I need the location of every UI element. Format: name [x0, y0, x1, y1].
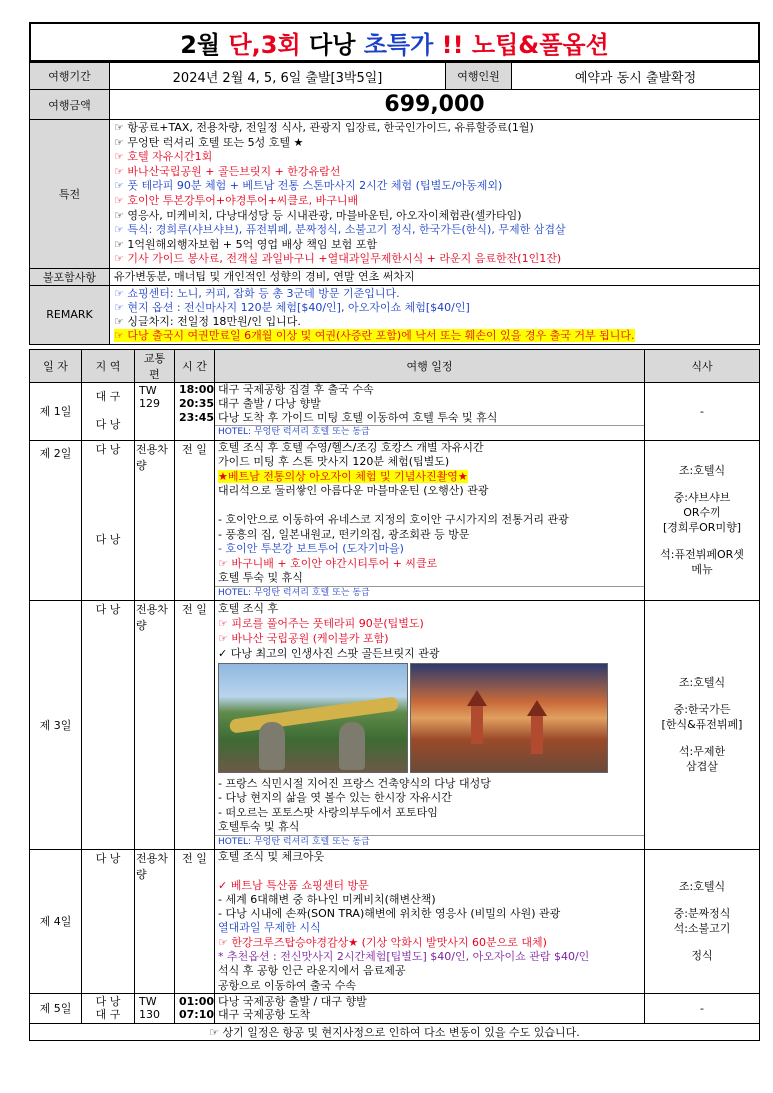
day1-line-3: 다낭 도착 후 가이드 미팅 호텔 이동하여 호텔 투숙 및 휴식 — [218, 410, 498, 424]
day5-line-1: 다낭 국제공항 출발 / 대구 향발 — [218, 995, 367, 1009]
day1-line-2: 대구 출발 / 다낭 향발 — [218, 396, 321, 410]
remark-line-4: ☞ 다낭 출국시 여권만료일 6개월 이상 및 여권(사증란 포함)에 낙서 또는 훼손이 있을 경우 출국 거부 됩니다. — [114, 328, 635, 342]
schedule-footer-note: ☞ 상기 일정은 항공 및 현지사정으로 인하여 다소 변동이 있을 수도 있습니다. — [30, 1023, 760, 1040]
day1-time-1: 18:00 — [179, 382, 215, 396]
feature-line-2: ☞ 무엉탄 럭셔리 호텔 또는 5성 호텔 ★ — [114, 135, 304, 149]
day4-line-7: ☞ 한강크루즈탑승야경감상★ (기상 악화시 발맛사지 60분으로 대체) — [218, 935, 547, 949]
day3-meal-2: 중:한국가든 — [673, 703, 731, 717]
price-label: 여행금액 — [30, 90, 110, 120]
day3-bottom-line-4: 호텔투숙 및 휴식 — [218, 820, 300, 834]
day2-transport: 전용차량 — [135, 440, 175, 600]
schedule-header-transport: 교통편 — [135, 349, 175, 382]
day5-line-2: 대구 국제공항 도착 — [218, 1008, 311, 1022]
day2-region-2: 다 낭 — [95, 532, 121, 546]
day3-time: 전 일 — [175, 600, 215, 849]
day1-hotel: HOTEL: 무엉탄 럭셔리 호텔 또는 동급 — [215, 425, 644, 439]
day1-region — [82, 382, 135, 440]
day5-meal: - — [645, 993, 760, 1023]
day3-bottom-line-1: - 프랑스 식민시절 지어진 프랑스 건축양식의 다낭 대성당 — [218, 776, 491, 790]
day4-region: 다 낭 — [82, 849, 135, 993]
schedule-header-time: 시 간 — [175, 349, 215, 382]
day3-lines-bottom — [215, 777, 644, 835]
day4-meal-3: 석:소불고기 — [673, 922, 731, 936]
day3-label: 제 3일 — [30, 600, 82, 849]
price-value: 699,000 — [110, 90, 760, 120]
day5-time-2: 07:10 — [179, 1008, 215, 1022]
feature-line-5: ☞ 풋 테라피 90분 체험 + 베트남 전통 스톤마사지 2시간 체험 (팁별도/아동제외) — [114, 179, 503, 193]
title-table — [29, 22, 760, 62]
day5-times — [175, 993, 215, 1023]
day5-time-1: 01:00 — [179, 995, 215, 1009]
golden-bridge-photo — [218, 663, 408, 773]
schedule-table — [29, 349, 760, 1041]
day4-line-10: 공항으로 이동하여 출국 수속 — [218, 978, 357, 992]
day2-line-5 — [218, 499, 641, 514]
day2-region-1: 다 낭 — [95, 442, 121, 456]
day1-time-2: 20:35 — [179, 396, 215, 410]
day4-line-2 — [218, 864, 641, 878]
people-label: 여행인원 — [446, 63, 512, 90]
day5-region — [82, 993, 135, 1023]
day2-meal-1: 조:호텔식 — [678, 464, 726, 478]
day2-meal-2: 중:샤브샤브 — [673, 491, 731, 505]
day1-meal: - — [645, 382, 760, 440]
remark-label: REMARK — [30, 285, 110, 344]
people-value: 예약과 동시 출발확정 — [512, 63, 760, 90]
schedule-header-meal: 식사 — [645, 349, 760, 382]
day3-meal-4: 석:무제한 — [678, 745, 726, 759]
day3-transport: 전용차량 — [135, 600, 175, 849]
day2-time: 전 일 — [175, 440, 215, 600]
feature-line-7: ☞ 영응사, 미케비치, 다낭대성당 등 시내관광, 마블바운틴, 아오자이체험관(셀카타임) — [114, 208, 522, 222]
day2-line-2: 가이드 미팅 후 스톤 맛사지 120분 체험(팁별도) — [218, 455, 450, 469]
schedule-header-day: 일 자 — [30, 349, 82, 382]
feature-line-8: ☞ 특식: 경희루(샤브샤브), 퓨전뷔페, 분짜정식, 소불고기 정식, 한국가든(한식), 무제한 삼겹살 — [114, 223, 566, 237]
day4-meal-4: 정식 — [691, 949, 713, 963]
day2-line-7: - 풍흥의 집, 일본내원교, 떤키의집, 광조회관 등 방문 — [218, 527, 470, 541]
feature-line-1: ☞ 항공료+TAX, 전용차량, 전일정 식사, 관광지 입장료, 한국인가이드, 유류할증료(1월) — [114, 121, 534, 134]
bana-hills-photo — [410, 663, 608, 773]
day4-line-9: 석식 후 공항 인근 라운지에서 음료제공 — [218, 964, 406, 978]
features-list — [110, 120, 760, 269]
feature-line-9: ☞ 1억원해외행자보험 + 5억 영업 배상 책임 보험 포함 — [114, 237, 377, 251]
title-part5: !! — [433, 30, 472, 59]
feature-line-4: ☞ 바나산국립공원 + 골든브릿지 + 한강유람선 — [114, 164, 341, 178]
day2-itinerary — [215, 440, 645, 600]
day4-meal-1: 조:호텔식 — [678, 880, 726, 894]
day3-photos — [215, 661, 644, 777]
page-title — [30, 23, 759, 61]
day3-meals — [645, 600, 760, 849]
day3-top-line-4: ✓ 다낭 최고의 인생사진 스팟 골든브릿지 관광 — [218, 646, 440, 660]
day2-meals — [645, 440, 760, 600]
day2-line-4: 대리석으로 둘러쌓인 아름다운 마블마운틴 (오행산) 관광 — [218, 484, 489, 498]
title-part2: 단,3회 — [228, 30, 301, 59]
feature-line-3: ☞ 호텔 자유시간1회 — [114, 150, 213, 164]
day1-label: 제 1일 — [30, 382, 82, 440]
day4-line-6: 열대과일 무제한 시식 — [218, 921, 321, 935]
day4-line-4: - 세계 6대해변 중 하나인 미케비치(해변산책) — [218, 892, 436, 906]
day3-itinerary — [215, 600, 645, 849]
day3-meal-5: 삼겹살 — [686, 760, 718, 774]
day2-hotel: HOTEL: 무엉탄 럭셔리 호텔 또는 동급 — [215, 586, 644, 600]
day1-region-1: 대 구 — [95, 390, 121, 404]
day5-region-2: 대 구 — [95, 1008, 121, 1022]
title-part1: 2월 — [180, 30, 229, 59]
day3-meal-1: 조:호텔식 — [678, 676, 726, 690]
day3-top-line-3: ☞ 바나산 국립공원 (케이블카 포함) — [218, 631, 389, 645]
day2-line-3: ★베트남 전통의상 아오자이 체험 및 기념사진촬영★ — [218, 469, 468, 483]
excluded-label: 불포함사항 — [30, 268, 110, 285]
day3-top-line-1: 호텔 조식 후 — [218, 601, 279, 615]
day4-line-5: - 다낭 시내에 손짜(SON TRA)해변에 위치한 영응사 (비밀의 사원) 관광 — [218, 907, 561, 921]
title-part6: 노팁&풀옵션 — [471, 30, 609, 59]
day2-meal-3: OR수끼 — [683, 506, 721, 520]
day2-lines — [215, 441, 644, 586]
features-label: 특전 — [30, 120, 110, 269]
day1-transport: TW 129 — [135, 382, 175, 440]
day2-meal-6: 메뉴 — [691, 563, 713, 577]
day2-label: 제 2일 — [30, 440, 82, 600]
day3-region: 다 낭 — [82, 600, 135, 849]
day2-meal-4: [경희루OR미향] — [662, 521, 741, 535]
day2-line-1: 호텔 조식 후 호텔 수영/헬스/조깅 호캉스 개별 자유시간 — [218, 440, 484, 454]
day4-transport: 전용차량 — [135, 849, 175, 993]
day1-region-2: 다 낭 — [95, 418, 121, 432]
day4-meal-2: 중:분짜정식 — [673, 907, 731, 921]
day1-times — [175, 382, 215, 440]
day4-line-1: 호텔 조식 및 체크아웃 — [218, 849, 325, 863]
day1-line-1: 대구 국제공항 집결 후 출국 수속 — [218, 382, 374, 396]
remark-line-1: ☞ 쇼핑센터: 노니, 커피, 잡화 등 총 3군데 방문 기준입니다. — [114, 286, 400, 300]
day5-itinerary — [215, 993, 645, 1023]
day3-top-line-2: ☞ 피로를 풀어주는 풋테라피 90분(팁별도) — [218, 616, 424, 630]
day2-line-9: ☞ 바구니배 + 호이안 야간시티투어 + 씨클로 — [218, 556, 438, 570]
remark-line-2: ☞ 현지 옵션 : 전신마사지 120분 체험[$40/인], 아오자이쇼 체험[$40/인] — [114, 300, 470, 314]
day4-line-8: * 추천옵션 : 전신맛사지 2시간체험[팁별도] $40/인, 아오자이쇼 관람 $40/인 — [218, 950, 590, 964]
day3-hotel: HOTEL: 무엉탄 럭셔리 호텔 또는 동급 — [215, 835, 644, 849]
day2-region — [82, 440, 135, 600]
day3-meal-3: [한식&퓨전뷔페] — [661, 718, 743, 732]
day4-meals — [645, 849, 760, 993]
day5-transport: TW 130 — [135, 993, 175, 1023]
schedule-header-region: 지 역 — [82, 349, 135, 382]
day2-meal-5: 석:퓨전뷔페OR셋 — [660, 548, 744, 562]
day4-itinerary — [215, 849, 645, 993]
itinerary-page — [29, 22, 760, 1041]
feature-line-6: ☞ 호이안 투본강투어+야경투어+씨클로, 바구니배 — [114, 193, 359, 207]
day5-region-1: 다 낭 — [95, 995, 121, 1009]
day2-line-8: - 호이안 투본강 보트투어 (도자기마을) — [218, 542, 404, 556]
day1-itinerary — [215, 382, 645, 440]
period-label: 여행기간 — [30, 63, 110, 90]
day3-bottom-line-3: - 떠오르는 포토스팟 사랑의부두에서 포토타임 — [218, 805, 438, 819]
remark-list — [110, 285, 760, 344]
day5-label: 제 5일 — [30, 993, 82, 1023]
title-part4: 초특가 — [363, 30, 434, 59]
title-part3: 다낭 — [300, 30, 364, 59]
day2-line-6: - 호이안으로 이동하여 유네스코 지정의 호이안 구시가지의 전통거리 관광 — [218, 513, 569, 527]
excluded-text: 유가변동분, 매너팁 및 개인적인 성향의 경비, 연말 연초 써차지 — [110, 268, 760, 285]
info-table — [29, 62, 760, 345]
period-value: 2024년 2월 4, 5, 6일 출발[3박5일] — [110, 63, 446, 90]
day3-lines-top — [215, 601, 644, 661]
day2-line-10: 호텔 투숙 및 휴식 — [218, 571, 303, 585]
remark-line-3: ☞ 싱글차지: 전일정 18만원/인 입니다. — [114, 314, 301, 328]
day4-label: 제 4일 — [30, 849, 82, 993]
day4-time: 전 일 — [175, 849, 215, 993]
day3-bottom-line-2: - 다낭 현지의 삶을 엿 볼수 있는 한시장 자유시간 — [218, 791, 452, 805]
day1-time-3: 23:45 — [179, 410, 215, 424]
schedule-header-itinerary: 여행 일정 — [215, 349, 645, 382]
day4-line-3: ✓ 베트남 특산품 쇼핑센터 방문 — [218, 878, 369, 892]
feature-line-10: ☞ 기사 가이드 봉사료, 전객실 과일바구니 +열대과일무제한시식 + 라운지 음료한잔(1인1잔) — [114, 252, 562, 266]
